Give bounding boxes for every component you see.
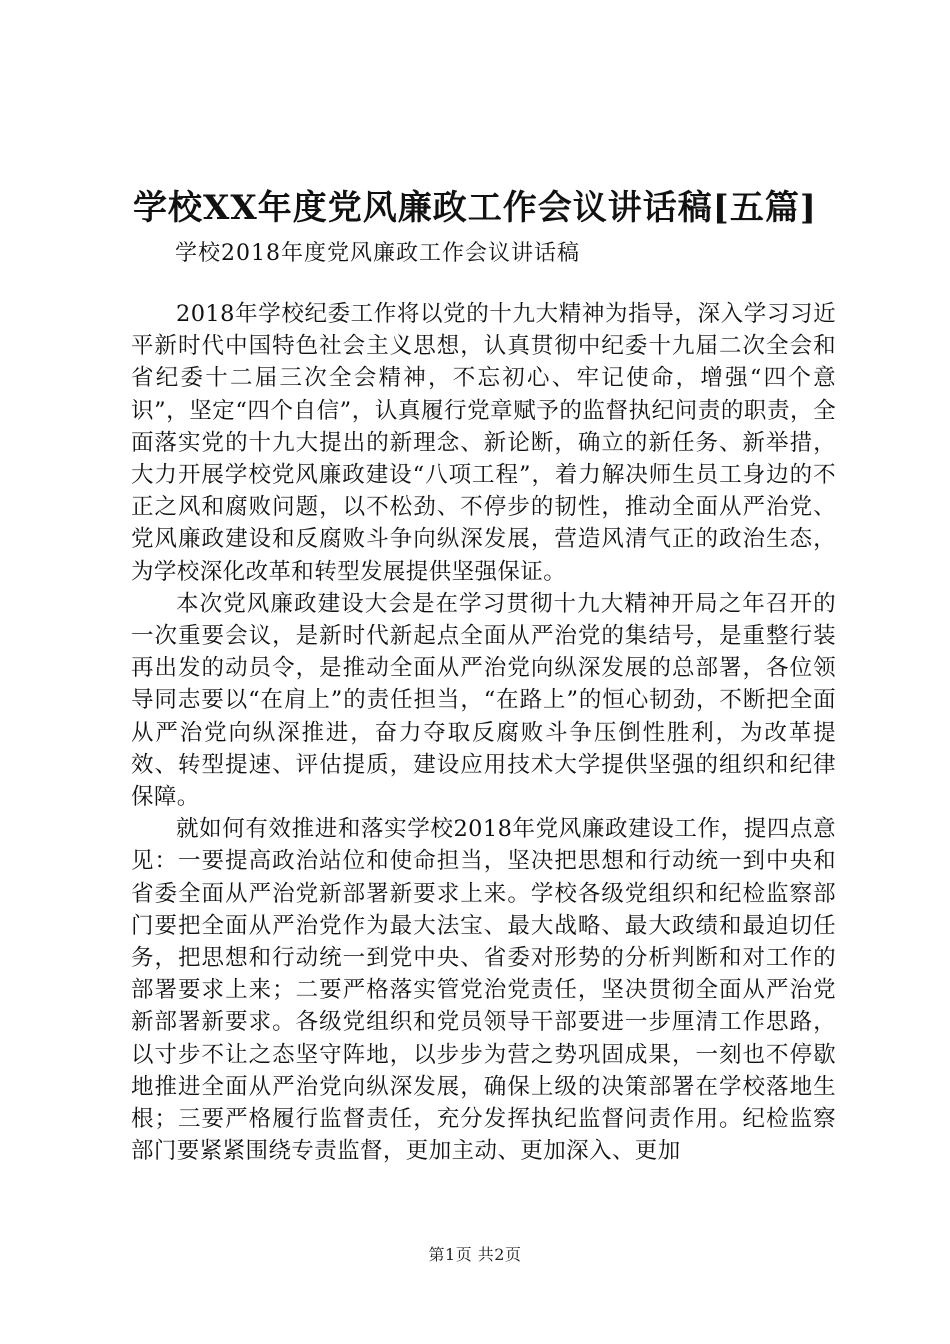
paragraph-1: 2018年学校纪委工作将以党的十九大精神为指导，深入学习习近平新时代中国特色社会主义思想，认真贯彻中纪委十九届二次全会和省纪委十二届三次全会精神，不忘初心、牢记使命，增强“四个意识”，坚定“四个自信”，认真履行党章赋予的监督执纪问责的职责，全面落实党的十九大提出的新理念、新论断，确立的新任务、新举措，大力开展学校党风廉政建设“八项工程”，着力解决师生员工身边的不正之风和腐败问题，以不松劲、不停步的韧性，推动全面从严治党、党风廉政建设和反腐败斗争向纵深发展，营造风清气正的政治生态，为学校深化改革和转型发展提供坚强保证。 [131, 301, 836, 585]
paragraph-3: 就如何有效推进和落实学校2018年党风廉政建设工作，提四点意见：一要提高政治站位和使命担当，坚决把思想和行动统一到中央和省委全面从严治党新部署新要求上来。学校各级党组织和纪检监察部门要把全面从严治党作为最大法宝、最大战略、最大政绩和最迫切任务，把思想和行动统一到党中央、省委对形势的分析判断和对工作的部署要求上来；二要严格落实管党治党责任，坚决贯彻全面从严治党新部署新要求。各级党组织和党员领导干部要进一步厘清工作思路，以寸步不让之态坚守阵地，以步步为营之势巩固成果，一刻也不停歇地推进全面从严治党向纵深发展，确保上级的决策部署在学校落地生根；三要严格履行监督责任，充分发挥执纪监督问责作用。纪检监察部门要紧紧围绕专责监督，更加主动、更加深入、更加 [131, 816, 836, 1165]
paragraph-2: 本次党风廉政建设大会是在学习贯彻十九大精神开局之年召开的一次重要会议，是新时代新起点全面从严治党的集结号，是重整行装再出发的动员令，是推动全面从严治党向纵深发展的总部署，各位领导同志要以“在肩上”的责任担当，“在路上”的恒心韧劲，不断把全面从严治党向纵深推进，奋力夺取反腐败斗争压倒性胜利，为改革提效、转型提速、评估提质，建设应用技术大学提供坚强的组织和纪律保障。 [131, 590, 836, 811]
page-footer: 第1页 共2页 [428, 1245, 522, 1264]
document-body [131, 298, 836, 1167]
document-title: 学校XX年度党风廉政工作会议讲话稿[五篇] [133, 188, 817, 228]
document-subtitle: 学校2018年度党风廉政工作会议讲话稿 [175, 241, 580, 266]
